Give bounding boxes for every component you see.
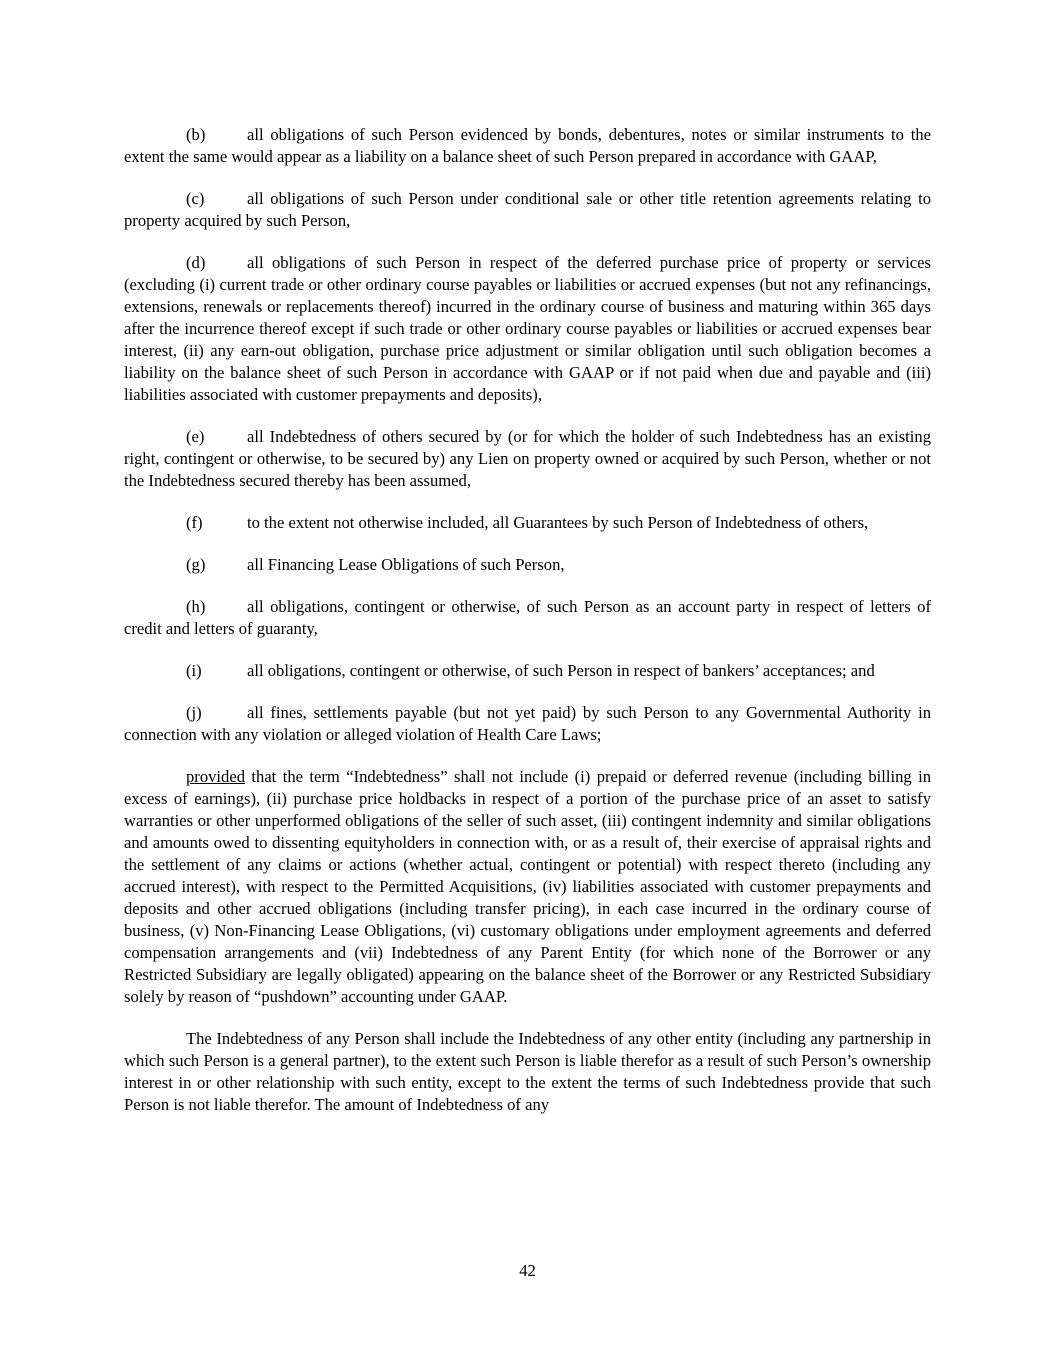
- proviso-paragraph: [124, 766, 931, 1008]
- proviso-lead: provided: [186, 767, 245, 786]
- clause-label: (g): [186, 555, 206, 574]
- clause-h: [124, 596, 931, 640]
- clause-text: all obligations of such Person in respect of the deferred purchase price of property or services (excluding (i) current trade or other ordinary course payables or liabilities or accrued expenses (but not any refinancings, extensions, renewals or replacements thereof) incurred in the ordinary course of business and maturing within 365 days after the incurrence thereof except if such trade or other ordinary course payables or liabilities or accrued expenses bear interest, (ii) any earn-out obligation, purchase price adjustment or similar obligation until such obligation becomes a liability on the balance sheet of such Person in accordance with GAAP or if not paid when due and payable and (iii) liabilities associated with customer prepayments and deposits),: [124, 253, 931, 404]
- clause-text: all fines, settlements payable (but not yet paid) by such Person to any Governmental Authority in connection with any violation or alleged violation of Health Care Laws;: [124, 703, 931, 744]
- clause-label: (c): [186, 189, 205, 208]
- clause-label: (b): [186, 125, 206, 144]
- clause-label: (h): [186, 597, 206, 616]
- clause-j: [124, 702, 931, 746]
- clause-text: all obligations of such Person under conditional sale or other title retention agreements relating to property acquired by such Person,: [124, 189, 931, 230]
- clause-d: [124, 252, 931, 406]
- clause-e: [124, 426, 931, 492]
- clause-f: [124, 512, 931, 534]
- closing-paragraph: The Indebtedness of any Person shall include the Indebtedness of any other entity (including any partnership in which such Person is a general partner), to the extent such Person is liable therefor as a result of such Person’s ownership interest in or other relationship with such entity, except to the extent the terms of such Indebtedness provide that such Person is not liable therefor. The amount of Indebtedness of any: [124, 1029, 931, 1114]
- clause-b: [124, 124, 931, 168]
- clause-c: [124, 188, 931, 232]
- clause-g: [124, 554, 931, 576]
- clause-label: (d): [186, 253, 206, 272]
- document-page: [124, 124, 931, 1136]
- clause-text: all obligations, contingent or otherwise, of such Person in respect of bankers’ acceptances; and: [247, 661, 875, 680]
- clause-label: (i): [186, 661, 202, 680]
- clause-text: all obligations, contingent or otherwise, of such Person as an account party in respect of letters of credit and letters of guaranty,: [124, 597, 931, 638]
- clause-label: (e): [186, 427, 205, 446]
- clause-i: [124, 660, 931, 682]
- clause-label: (j): [186, 703, 202, 722]
- clause-text: all Financing Lease Obligations of such Person,: [247, 555, 565, 574]
- clause-label: (f): [186, 513, 203, 532]
- page-number: 42: [519, 1261, 536, 1280]
- clause-text: all obligations of such Person evidenced by bonds, debentures, notes or similar instruments to the extent the same would appear as a liability on a balance sheet of such Person prepared in accordance with GAAP,: [124, 125, 931, 166]
- proviso-text: that the term “Indebtedness” shall not include (i) prepaid or deferred revenue (including billing in excess of earnings), (ii) purchase price holdbacks in respect of a portion of the purchase price of an asset to satisfy warranties or other unperformed obligations of the seller of such asset, (iii) contingent indemnity and similar obligations and amounts owed to dissenting equityholders in connection with, or as a result of, their exercise of appraisal rights and the settlement of any claims or actions (whether actual, contingent or potential) with respect thereto (including any accrued interest), with respect to the Permitted Acquisitions, (iv) liabilities associated with customer prepayments and deposits and other accrued obligations (including transfer pricing), in each case incurred in the ordinary course of business, (v) Non-Financing Lease Obligations, (vi) customary obligations under employment agreements and deferred compensation arrangements and (vii) Indebtedness of any Parent Entity (for which none of the Borrower or any Restricted Subsidiary are legally obligated) appearing on the balance sheet of the Borrower or any Restricted Subsidiary solely by reason of “pushdown” accounting under GAAP.: [124, 767, 931, 1006]
- clause-text: to the extent not otherwise included, all Guarantees by such Person of Indebtedness of others,: [247, 513, 869, 532]
- clause-text: all Indebtedness of others secured by (or for which the holder of such Indebtedness has an existing right, contingent or otherwise, to be secured by) any Lien on property owned or acquired by such Person, whether or not the Indebtedness secured thereby has been assumed,: [124, 427, 931, 490]
